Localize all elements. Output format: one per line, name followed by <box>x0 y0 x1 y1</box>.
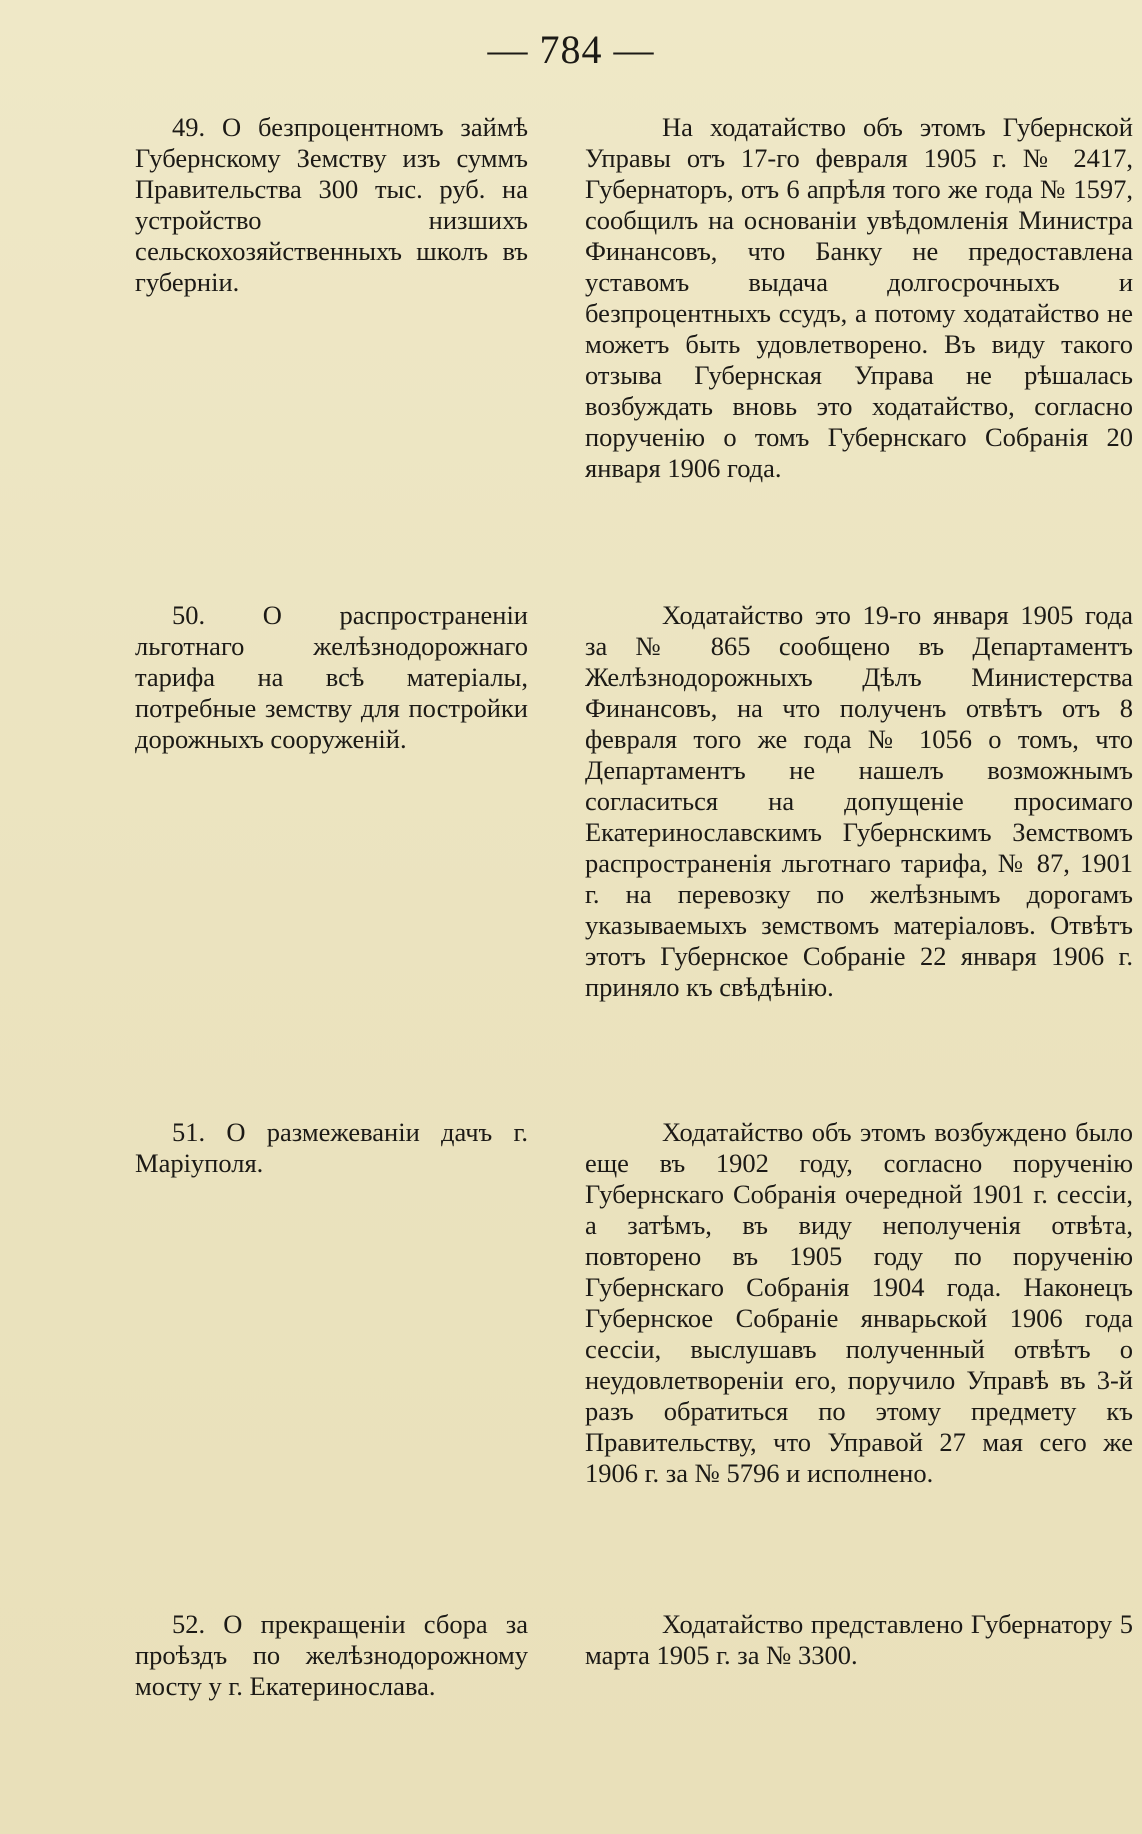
entry-title-column <box>135 1117 528 1179</box>
entry-title: 49. О безпроцентномъ займѣ Губернскому Земству изъ суммъ Правительства 300 тыс. руб. на устройство низшихъ сельскохозяйственныхъ школъ въ губерніи. <box>135 112 528 297</box>
entry-body-column <box>585 600 1133 1003</box>
entry-body-column <box>585 1117 1133 1489</box>
entry-body: На ходатайство объ этомъ Губернской Управы отъ 17-го февраля 1905 г. № 2417, Губернаторъ, отъ 6 апрѣля того же года № 1597, сообщилъ на основаніи увѣдомленія Министра Финансовъ, что Банку не предоставлена уставомъ выдача долгосрочныхъ и безпроцентныхъ ссудъ, а потому ходатайство не можетъ быть удовлетворено. Въ виду такого отзыва Губернская Управа не рѣшалась возбуждать вновь это ходатайство, согласно порученію о томъ Губернскаго Собранія 20 января 1906 года. <box>585 112 1133 483</box>
entry-body: Ходатайство представлено Губернатору 5 марта 1905 г. за № 3300. <box>585 1609 1133 1670</box>
entry-title-column <box>135 112 528 298</box>
entry-title: 51. О размежеваніи дачъ г. Маріуполя. <box>135 1117 528 1178</box>
entry-title: 52. О прекращеніи сбора за проѣздъ по желѣзнодорожному мосту у г. Екатеринослава. <box>135 1609 528 1701</box>
entry-body: Ходатайство объ этомъ возбуждено было еще въ 1902 году, согласно порученію Губернскаго Собранія очередной 1901 г. сессіи, а затѣмъ, въ виду неполученія отвѣта, повторено въ 1905 году по порученію Губернскаго Собранія 1904 года. Наконецъ Губернское Собраніе январьской 1906 года сессіи, выслушавъ полученный отвѣтъ о неудовлетвореніи его, поручило Управѣ въ 3-й разъ обратиться по этому предмету къ Правительству, что Управой 27 мая сего же 1906 г. за № 5796 и исполнено. <box>585 1117 1133 1488</box>
page-number: — 784 — <box>487 27 655 72</box>
entry-body: Ходатайство это 19-го января 1905 года за № 865 сообщено въ Департаментъ Желѣзнодорожныхъ Дѣлъ Министерства Финансовъ, на что полученъ отвѣтъ отъ 8 февраля того же года № 1056 о томъ, что Департаментъ не нашелъ возможнымъ согласиться на допущеніе просимаго Екатеринославскимъ Губернскимъ Земствомъ распространенія льготнаго тарифа, № 87, 1901 г. на перевозку по желѣзнымъ дорогамъ указываемыхъ земствомъ матеріаловъ. Отвѣтъ этотъ Губернское Собраніе 22 января 1906 г. приняло къ свѣдѣнію. <box>585 600 1133 1002</box>
entry-title: 50. О распространеніи льготнаго желѣзнодорожнаго тарифа на всѣ матеріалы, потребные земству для постройки дорожныхъ сооруженій. <box>135 600 528 754</box>
entry-body-column <box>585 1609 1133 1671</box>
entry-body-column <box>585 112 1133 484</box>
entry-title-column <box>135 1609 528 1702</box>
entry-title-column <box>135 600 528 755</box>
